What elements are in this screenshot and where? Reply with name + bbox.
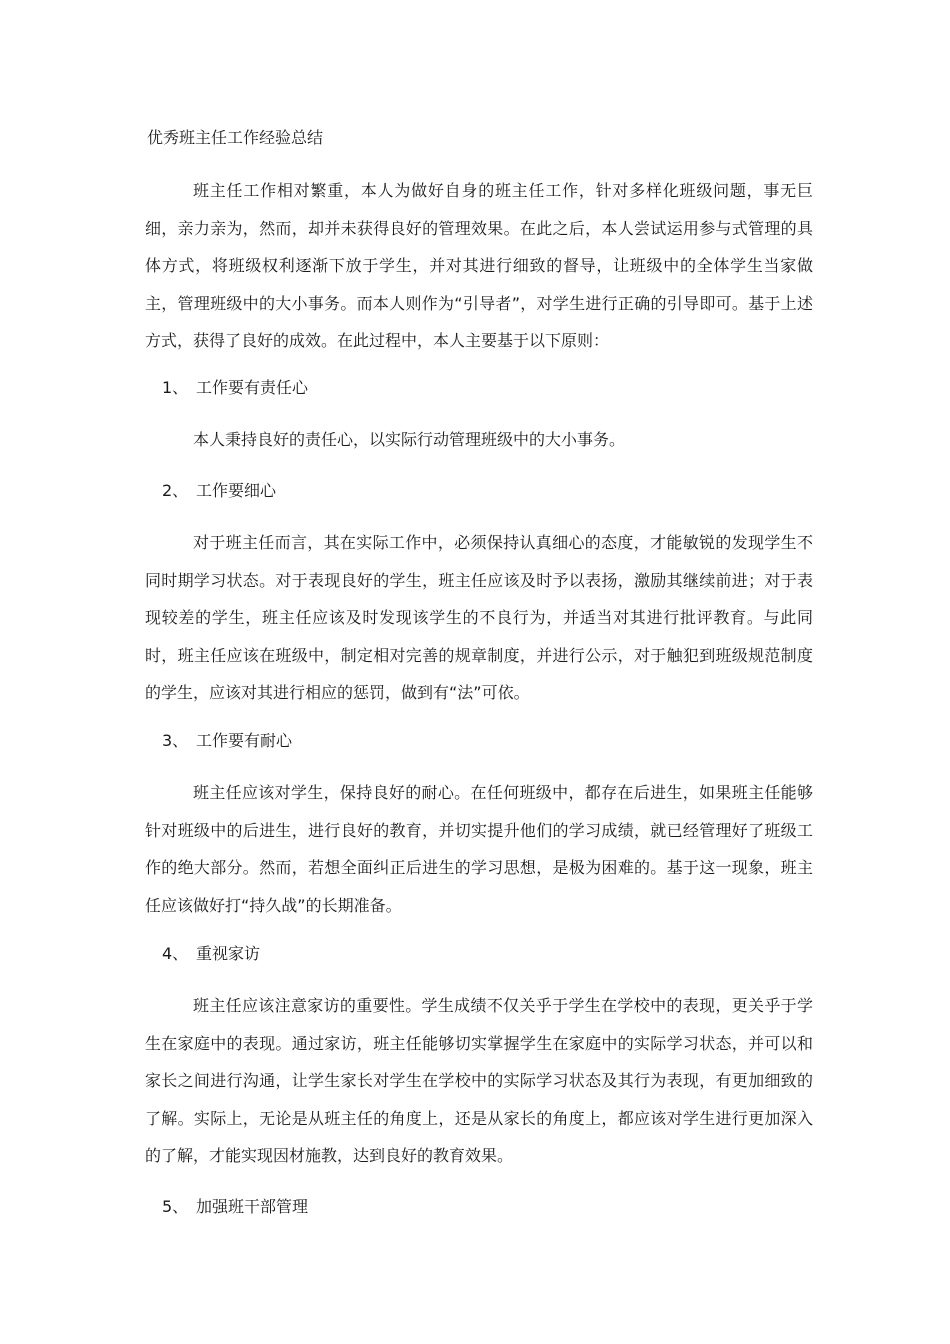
section-paragraph-3: 班主任应该对学生，保持良好的耐心。在任何班级中，都存在后进生，如果班主任能够针对班级中的后进生，进行良好的教育，并切实提升他们的学习成绩，就已经管理好了班级工作的绝大部分。然而，若想全面纠正后进生的学习思想，是极为困难的。基于这一现象，班主任应该做好打“持久战”的长期准备。	[145, 783, 813, 915]
section-paragraph-2: 对于班主任而言，其在实际工作中，必须保持认真细心的态度，才能敏锐的发现学生不同时期学习状态。对于表现良好的学生，班主任应该及时予以表扬，激励其继续前进；对于表现较差的学生，班主任应该及时发现该学生的不良行为，并适当对其进行批评教育。与此同时，班主任应该在班级中，制定相对完善的规章制度，并进行公示，对于触犯到班级规范制度的学生，应该对其进行相应的惩罚，做到有“法”可依。	[145, 533, 813, 703]
section-number: 5、	[162, 1197, 189, 1216]
section-heading-3	[162, 728, 292, 754]
section-heading-4	[162, 941, 260, 967]
section-number: 1、	[162, 378, 189, 397]
section-heading-1	[162, 375, 308, 401]
section-title: 加强班干部管理	[196, 1197, 309, 1216]
section-title: 工作要有责任心	[196, 378, 309, 397]
document-title: 优秀班主任工作经验总结	[147, 128, 324, 147]
section-title: 工作要细心	[196, 481, 277, 500]
section-heading-2	[162, 478, 276, 504]
section-number: 4、	[162, 944, 189, 963]
section-paragraph-4: 班主任应该注意家访的重要性。学生成绩不仅关乎于学生在学校中的表现，更关乎于学生在家庭中的表现。通过家访，班主任能够切实掌握学生在家庭中的实际学习状态，并可以和家长之间进行沟通，让学生家长对学生在学校中的实际学习状态及其行为表现，有更加细致的了解。实际上，无论是从班主任的角度上，还是从家长的角度上，都应该对学生进行更加深入的了解，才能实现因材施教，达到良好的教育效果。	[145, 996, 813, 1166]
intro-paragraph: 班主任工作相对繁重，本人为做好自身的班主任工作，针对多样化班级问题，事无巨细，亲力亲为，然而，却并未获得良好的管理效果。在此之后，本人尝试运用参与式管理的具体方式，将班级权利逐渐下放于学生，并对其进行细致的督导，让班级中的全体学生当家做主，管理班级中的大小事务。而本人则作为“引导者”，对学生进行正确的引导即可。基于上述方式，获得了良好的成效。在此过程中，本人主要基于以下原则：	[145, 181, 813, 351]
section-number: 3、	[162, 731, 189, 750]
section-paragraph-1: 本人秉持良好的责任心，以实际行动管理班级中的大小事务。	[193, 430, 626, 449]
section-title: 重视家访	[196, 944, 261, 963]
section-title: 工作要有耐心	[196, 731, 293, 750]
section-heading-5	[162, 1194, 308, 1220]
section-number: 2、	[162, 481, 189, 500]
